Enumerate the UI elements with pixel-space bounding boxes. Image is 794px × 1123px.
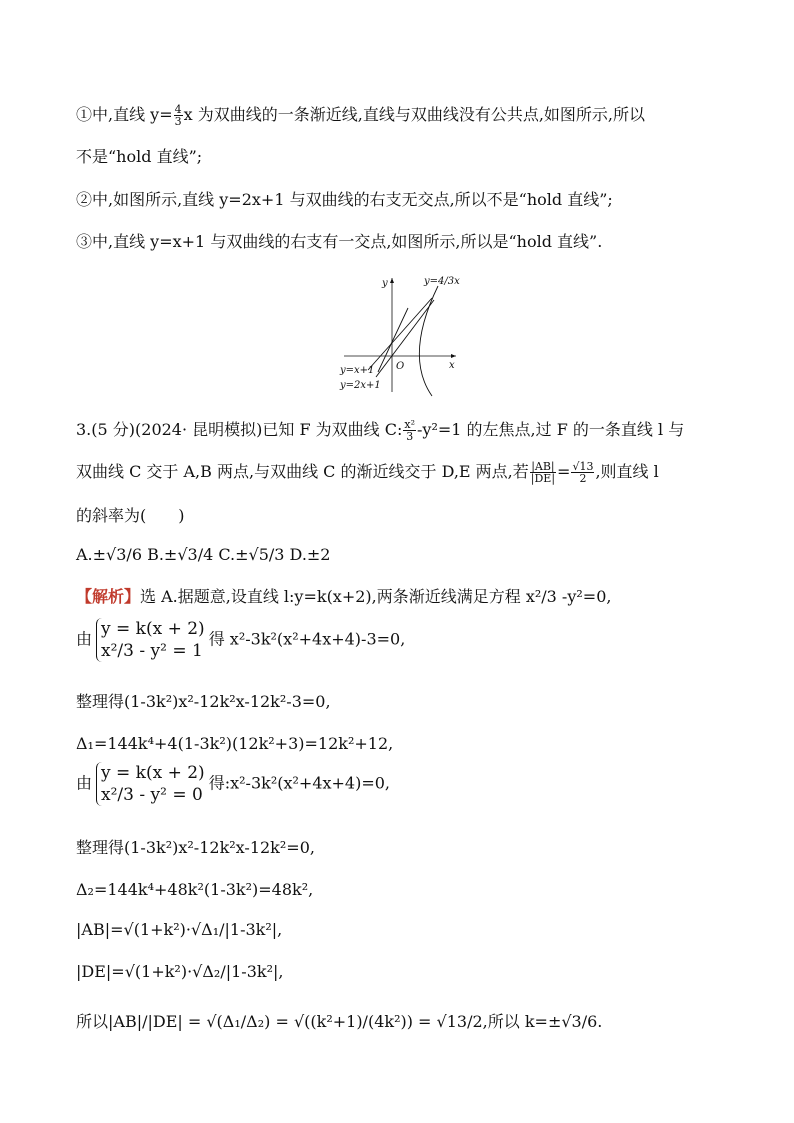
x-axis-arrow	[451, 354, 456, 358]
label-y: y	[382, 278, 388, 289]
solution-line-8: |AB|=√(1+k²)·√Δ₁/|1-3k²|,	[76, 920, 283, 939]
hyperbola-branch	[419, 286, 438, 396]
fraction: $\frac{|AB|}{|DE|}$	[530, 460, 556, 485]
solution-tag: 【解析】	[76, 587, 141, 606]
equation-system: y = k(x + 2) x²/3 - y² = 0	[96, 762, 205, 806]
intro-line-1: ①中,直线 y= $\frac{4}{3}$ x 为双曲线的一条渐近线,直线与双曲线没有公共点,如图所示,所以	[76, 103, 645, 128]
solution-system-1: 由 y = k(x + 2) x²/3 - y² = 1 得 x²-3k²(x²+4x+4)-3=0,	[76, 619, 406, 661]
question-line-3: 的斜率为( )	[76, 506, 185, 525]
intro-line-3: ②中,如图所示,直线 y=2x+1 与双曲线的右支无交点,所以不是“hold 直线”;	[76, 190, 613, 209]
label-x: x	[449, 360, 455, 371]
fraction: $\frac{4}{3}$	[174, 103, 182, 128]
label-line-1: y=x+1	[340, 365, 375, 376]
hyperbola-figure	[334, 272, 464, 400]
y-axis-arrow	[390, 278, 394, 283]
solution-line-7: Δ₂=144k⁴+48k²(1-3k²)=48k²,	[76, 880, 314, 899]
fraction: $\frac{√13}{2}$	[572, 460, 594, 485]
solution-line-3: 整理得(1-3k²)x²-12k²x-12k²-3=0,	[76, 692, 331, 711]
label-asymptote: y=4/3x	[424, 276, 460, 287]
intro-line-2: 不是“hold 直线”;	[76, 147, 203, 166]
solution-line-10: 所以|AB|/|DE| = √(Δ₁/Δ₂) = √((k²+1)/(4k²)) = √13/2,所以 k=±√3/6.	[76, 1012, 603, 1031]
line-x-plus-1	[368, 298, 432, 370]
equation-system: y = k(x + 2) x²/3 - y² = 1	[96, 618, 205, 662]
solution-system-2: 由 y = k(x + 2) x²/3 - y² = 0 得:x²-3k²(x²+4x+4)=0,	[76, 763, 391, 805]
label-origin: O	[396, 361, 405, 372]
answer-options: A.±√3/6 B.±√3/4 C.±√5/3 D.±2	[76, 545, 331, 564]
question-line-2: 双曲线 C 交于 A,B 两点,与双曲线 C 的渐近线交于 D,E 两点,若 $\frac{|AB|}{|DE|}$ = $\frac{√13}{2}$ ,则直线 l	[76, 460, 659, 485]
solution-line-4: Δ₁=144k⁴+4(1-3k²)(12k²+3)=12k²+12,	[76, 734, 394, 753]
solution-line-6: 整理得(1-3k²)x²-12k²x-12k²=0,	[76, 838, 315, 857]
solution-line-9: |DE|=√(1+k²)·√Δ₂/|1-3k²|,	[76, 962, 284, 981]
fraction: $\frac{\text{x²}}{3}$	[404, 418, 416, 443]
question-line-1: 3.(5 分)(2024· 昆明模拟)已知 F 为双曲线 C: $\frac{\text{x²}}{3}$ -y²=1 的左焦点,过 F 的一条直线 l 与	[76, 418, 685, 443]
solution-line-1: 【解析】选 A.据题意,设直线 l:y=k(x+2),两条渐近线满足方程 x²/3 -y²=0,	[76, 587, 612, 606]
label-line-2: y=2x+1	[340, 380, 381, 391]
asymptote-line	[376, 300, 434, 377]
intro-line-4: ③中,直线 y=x+1 与双曲线的右支有一交点,如图所示,所以是“hold 直线”.	[76, 232, 603, 251]
